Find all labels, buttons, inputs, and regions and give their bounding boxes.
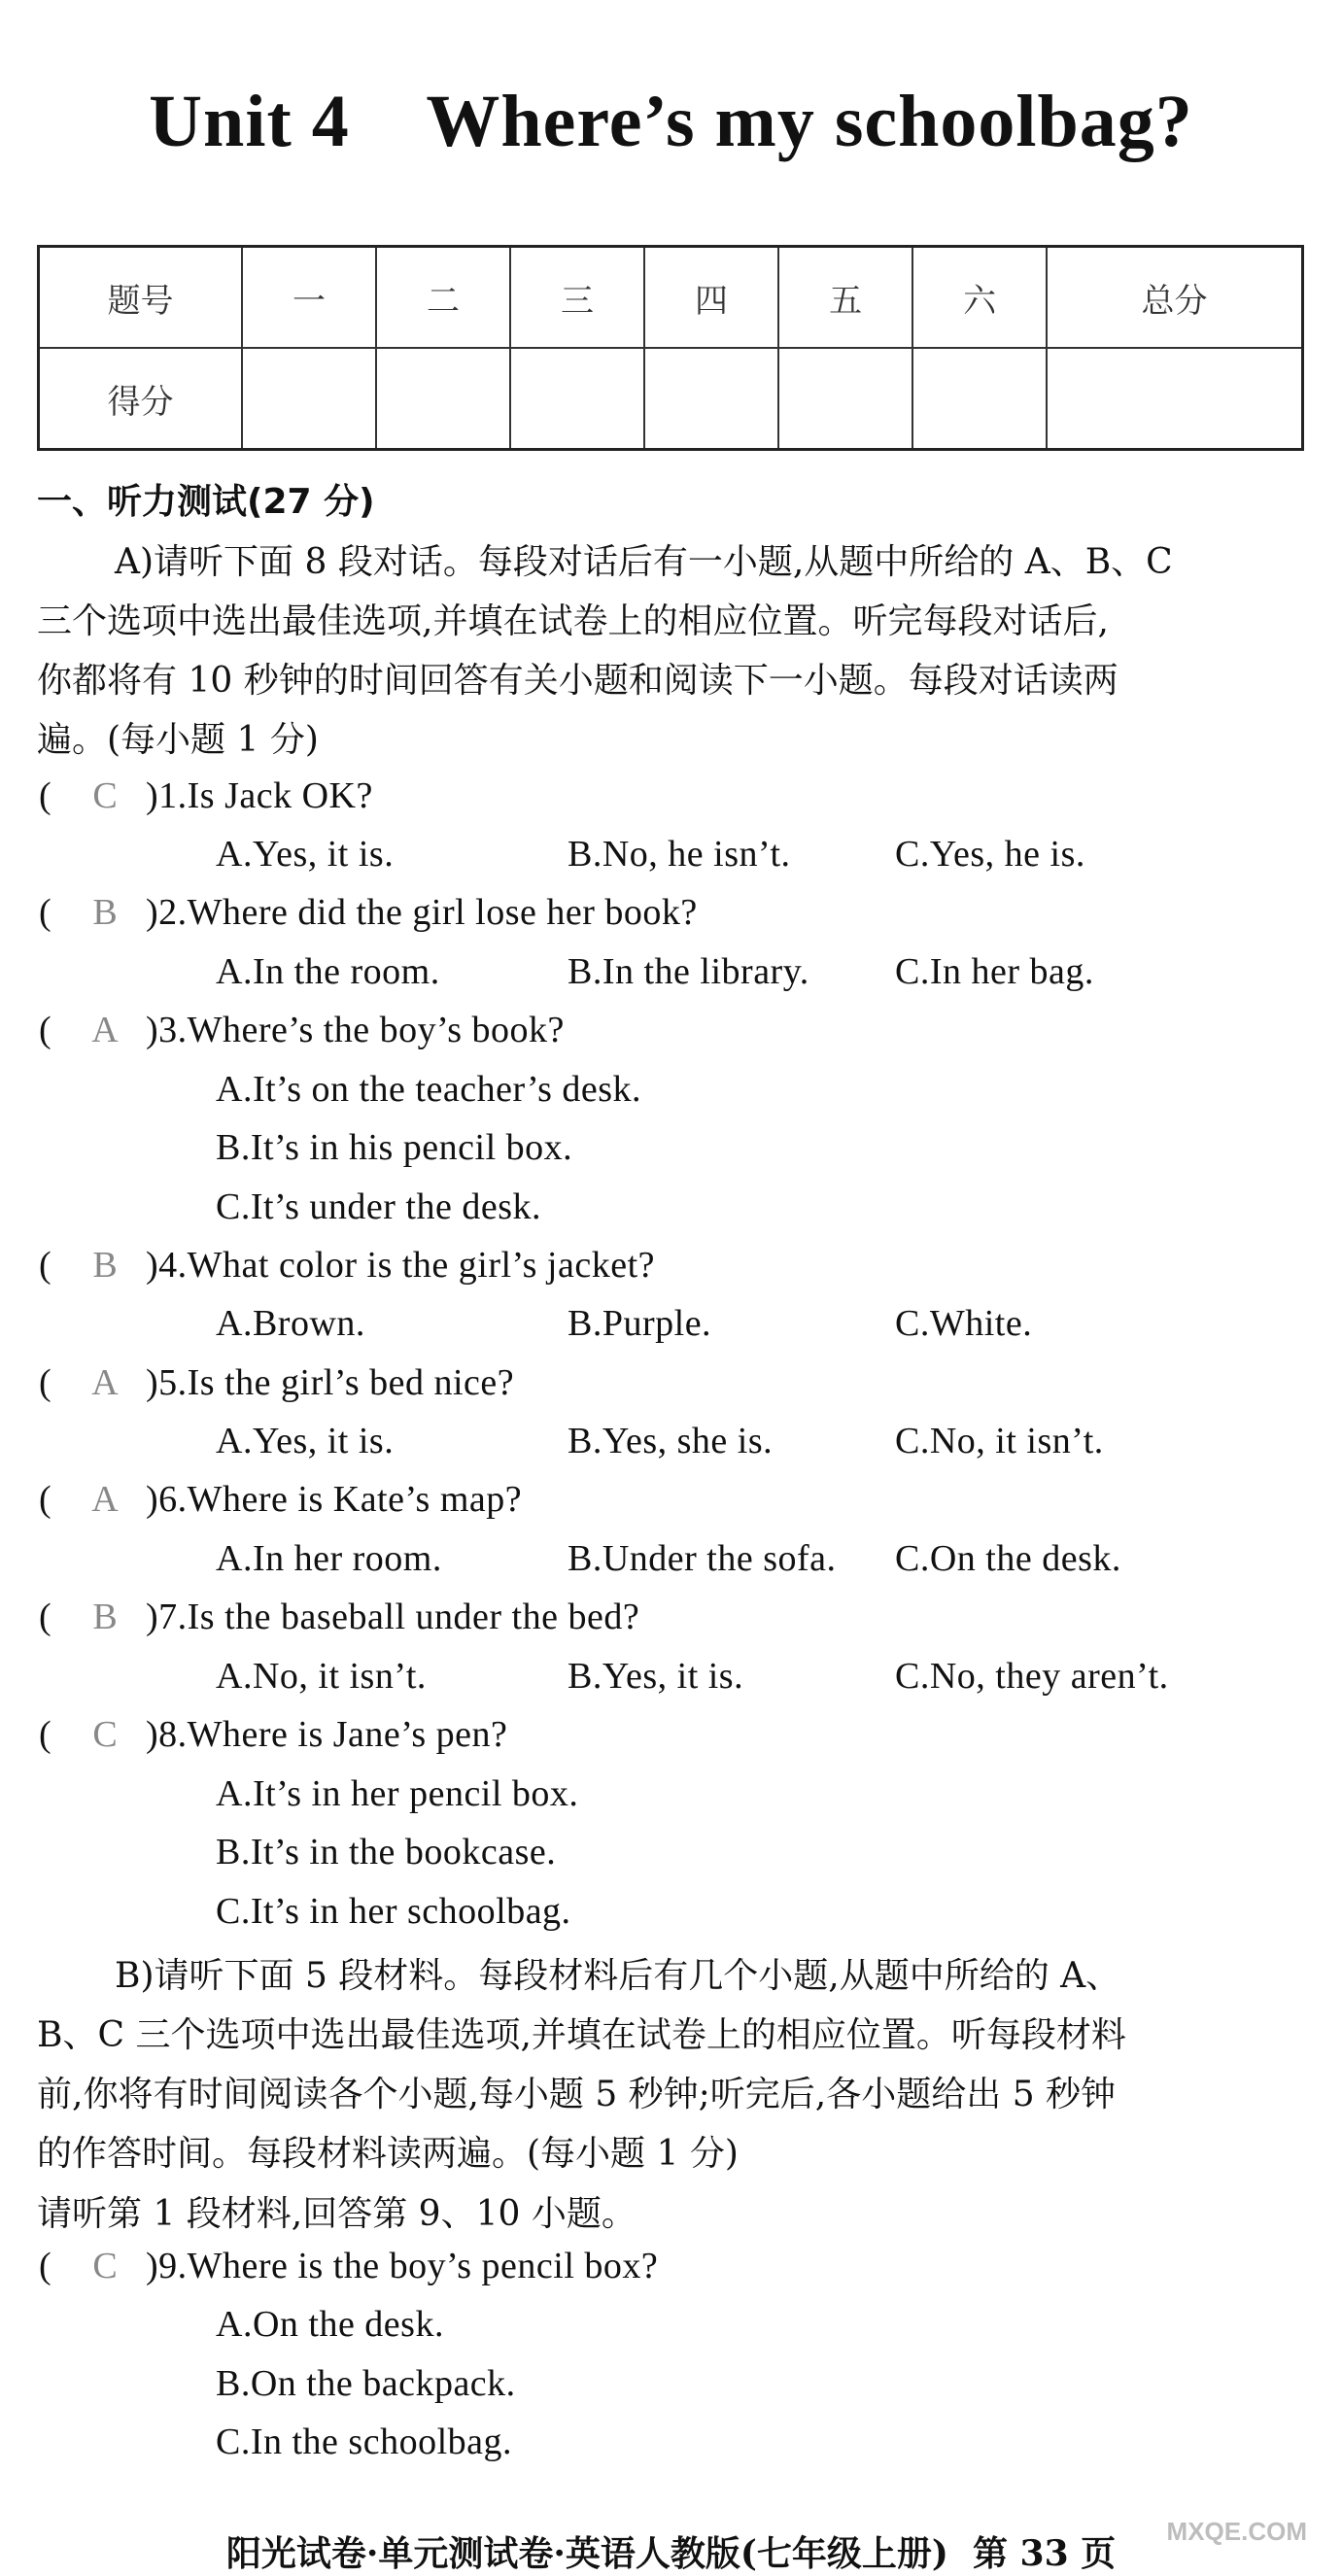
answer-mark: C xyxy=(92,2246,118,2286)
part-b-line: B、C 三个选项中选出最佳选项,并填在试卷上的相应位置。听每段材料 xyxy=(37,2015,1126,2055)
answer-mark: A xyxy=(91,1479,119,1520)
part-a-instructions xyxy=(37,532,1300,770)
question-5: ( A )5.Is the girl’s bed nice? xyxy=(39,1362,515,1403)
question-9: ( C )9.Where is the boy’s pencil box? xyxy=(39,2246,659,2286)
option-c: C.In her bag. xyxy=(895,951,1094,992)
part-b-instructions xyxy=(37,1946,1300,2183)
question-text: )4.What color is the girl’s jacket? xyxy=(146,1245,655,1286)
page-title: Unit 4 Where’s my schoolbag? xyxy=(149,81,1193,162)
answer-mark: B xyxy=(92,892,118,933)
header-cell: 二 xyxy=(376,247,510,349)
header-cell: 总分 xyxy=(1047,247,1302,349)
question-text: )2.Where did the girl lose her book? xyxy=(146,892,698,933)
score-cell[interactable] xyxy=(778,348,912,450)
part-b-line: B)请听下面 5 段材料。每段材料后有几个小题,从题中所给的 A、 xyxy=(115,1956,1121,1996)
question-text: )9.Where is the boy’s pencil box? xyxy=(146,2246,659,2286)
option-a: A.No, it isn’t. xyxy=(216,1656,427,1697)
part-a-line: 你都将有 10 秒钟的时间回答有关小题和阅读下一小题。每段对话读两 xyxy=(37,661,1118,701)
part-a-line: 遍。(每小题 1 分) xyxy=(37,720,319,760)
option-b: B.On the backpack. xyxy=(216,2363,516,2404)
score-cell[interactable] xyxy=(242,348,376,450)
header-cell: 三 xyxy=(510,247,644,349)
score-cell[interactable] xyxy=(376,348,510,450)
option-b: B.Yes, she is. xyxy=(568,1421,774,1461)
part-a-line: A)请听下面 8 段对话。每段对话后有一小题,从题中所给的 A、B、C xyxy=(115,542,1173,582)
question-7: ( B )7.Is the baseball under the bed? xyxy=(39,1597,640,1637)
section-title: 一、听力测试(27 分) xyxy=(37,482,375,522)
question-6: ( A )6.Where is Kate’s map? xyxy=(39,1479,523,1520)
option-b: B.Under the sofa. xyxy=(568,1538,837,1579)
header-cell: 六 xyxy=(912,247,1047,349)
part-b-instruction: 请听第 1 段材料,回答第 9、10 小题。 xyxy=(37,2194,637,2234)
answer-mark: C xyxy=(92,775,118,816)
option-c: C.In the schoolbag. xyxy=(216,2421,513,2462)
score-cell[interactable] xyxy=(510,348,644,450)
option-c: C.It’s under the desk. xyxy=(216,1186,542,1227)
header-cell: 四 xyxy=(644,247,778,349)
page-footer: 阳光试卷·单元测试卷·英语人教版(七年级上册) 第 33 页 xyxy=(225,2533,1117,2574)
score-table-score-row xyxy=(39,348,1303,450)
option-a: A.It’s in her pencil box. xyxy=(216,1773,579,1814)
option-a: A.Yes, it is. xyxy=(216,834,395,875)
answer-mark: B xyxy=(92,1245,118,1286)
question-text: )1.Is Jack OK? xyxy=(146,775,373,816)
question-text: )6.Where is Kate’s map? xyxy=(146,1479,523,1520)
question-4: ( B )4.What color is the girl’s jacket? xyxy=(39,1245,655,1286)
option-c: C.Yes, he is. xyxy=(895,834,1085,875)
header-cell: 五 xyxy=(778,247,912,349)
question-text: )3.Where’s the boy’s book? xyxy=(146,1010,565,1050)
score-table-header-row xyxy=(39,247,1303,349)
option-c: C.No, it isn’t. xyxy=(895,1421,1104,1461)
option-c: C.On the desk. xyxy=(895,1538,1121,1579)
option-a: A.It’s on the teacher’s desk. xyxy=(216,1069,642,1110)
option-b: B.It’s in the bookcase. xyxy=(216,1832,557,1872)
option-c: C.No, they aren’t. xyxy=(895,1656,1169,1697)
score-cell[interactable] xyxy=(1047,348,1302,450)
option-a: A.In her room. xyxy=(216,1538,442,1579)
question-8: ( C )8.Where is Jane’s pen? xyxy=(39,1714,508,1755)
answer-mark: C xyxy=(92,1714,118,1755)
part-b-line: 的作答时间。每段材料读两遍。(每小题 1 分) xyxy=(37,2134,739,2174)
option-b: B.It’s in his pencil box. xyxy=(216,1127,573,1168)
option-a: A.In the room. xyxy=(216,951,440,992)
option-c: C.It’s in her schoolbag. xyxy=(216,1891,571,1932)
option-a: A.Brown. xyxy=(216,1303,365,1344)
watermark: MXQE.COM xyxy=(1166,2517,1307,2546)
header-cell: 题号 xyxy=(39,247,243,349)
answer-mark: B xyxy=(92,1597,118,1637)
part-b-line: 前,你将有时间阅读各个小题,每小题 5 秒钟;听完后,各小题给出 5 秒钟 xyxy=(37,2075,1117,2114)
question-text: )5.Is the girl’s bed nice? xyxy=(146,1362,515,1403)
score-table xyxy=(37,245,1304,451)
option-b: B.In the library. xyxy=(568,951,809,992)
question-text: )8.Where is Jane’s pen? xyxy=(146,1714,508,1755)
question-1: ( C )1.Is Jack OK? xyxy=(39,775,373,816)
score-label-cell: 得分 xyxy=(39,348,243,450)
option-c: C.White. xyxy=(895,1303,1033,1344)
part-a-line: 三个选项中选出最佳选项,并填在试卷上的相应位置。听完每段对话后, xyxy=(37,601,1109,641)
option-a: A.On the desk. xyxy=(216,2304,444,2345)
question-text: )7.Is the baseball under the bed? xyxy=(146,1597,640,1637)
option-b: B.Purple. xyxy=(568,1303,712,1344)
question-2: ( B )2.Where did the girl lose her book? xyxy=(39,892,698,933)
option-b: B.Yes, it is. xyxy=(568,1656,744,1697)
question-3: ( A )3.Where’s the boy’s book? xyxy=(39,1010,565,1050)
answer-mark: A xyxy=(91,1010,119,1050)
option-a: A.Yes, it is. xyxy=(216,1421,395,1461)
header-cell: 一 xyxy=(242,247,376,349)
answer-mark: A xyxy=(91,1362,119,1403)
score-cell[interactable] xyxy=(912,348,1047,450)
score-cell[interactable] xyxy=(644,348,778,450)
option-b: B.No, he isn’t. xyxy=(568,834,791,875)
